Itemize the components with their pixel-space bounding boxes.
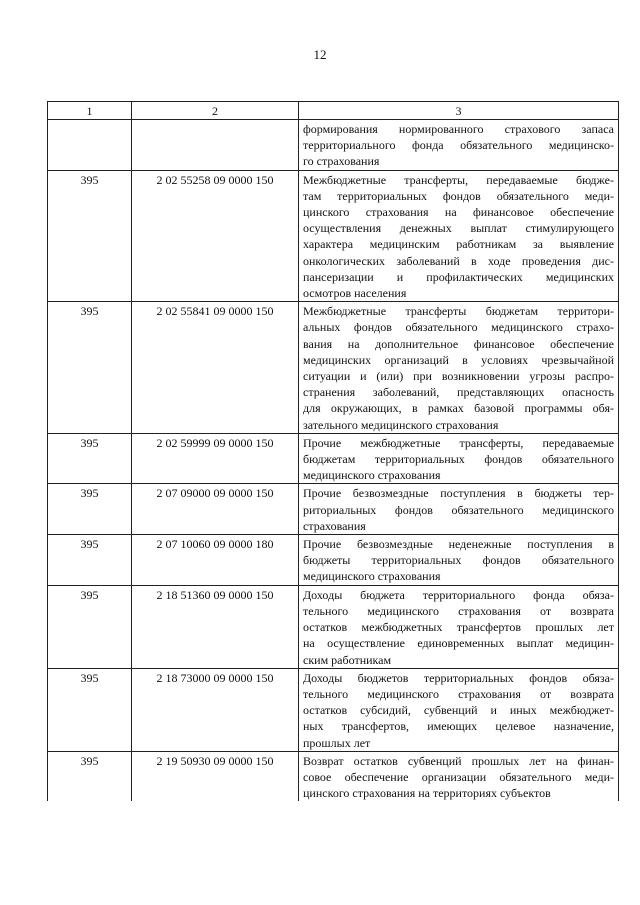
description-line: онкологических заболеваний в ходе проведения дис-: [303, 253, 614, 268]
description-line: цинского страхования на финансовое обеспечение: [303, 205, 614, 220]
description-line: Межбюджетные трансферты, передаваемые бюдже-: [303, 172, 614, 187]
admin-code-cell: 395: [48, 585, 132, 668]
description-line: вания на дополнительное финансовое обеспечение: [303, 336, 614, 351]
income-codes-table: [47, 101, 619, 801]
description-line: медицинского страхования: [303, 468, 441, 483]
table-row: [48, 170, 619, 302]
description-line: медицинского страхования: [303, 569, 441, 584]
column-header-3: 3: [299, 102, 619, 120]
income-code-cell: 2 07 10060 09 0000 180: [132, 535, 299, 586]
description-line: Прочие межбюджетные трансферты, передаваемые: [303, 435, 614, 450]
table-row: [48, 585, 619, 668]
description-line: тельного медицинского страхования от возврата: [303, 686, 614, 701]
admin-code-cell: 395: [48, 484, 132, 535]
table-row: [48, 433, 619, 484]
page-number: 12: [313, 47, 327, 62]
income-code-cell: 2 19 50930 09 0000 150: [132, 751, 299, 801]
table-row: [48, 484, 619, 535]
income-description-cell: [299, 668, 619, 751]
income-code-cell: 2 02 55258 09 0000 150: [132, 170, 299, 302]
income-code-cell: [132, 120, 299, 171]
description-line: ных трансфертов, имеющих целевое назначение,: [303, 719, 614, 734]
table-row: [48, 668, 619, 751]
income-code-cell: 2 07 09000 09 0000 150: [132, 484, 299, 535]
description-line: прошлых лет: [303, 735, 371, 750]
description-line: Доходы бюджета территориального фонда обяза-: [303, 587, 614, 602]
income-description-cell: [299, 484, 619, 535]
description-line: пансеризации и профилактических медицинских: [303, 269, 614, 284]
table-row: [48, 120, 619, 171]
income-description-cell: [299, 433, 619, 484]
description-line: Доходы бюджетов территориальных фондов обяза-: [303, 670, 614, 685]
income-code-cell: 2 02 55841 09 0000 150: [132, 302, 299, 434]
description-line: там территориальных фондов обязательного меди-: [303, 188, 614, 203]
description-line: совое обеспечение организации обязательного меди-: [303, 769, 614, 784]
description-line: тельного медицинского страхования от возврата: [303, 603, 614, 618]
description-line: медицинских организаций в условиях чрезвычайной: [303, 352, 614, 367]
column-header-2: 2: [132, 102, 299, 120]
income-description-cell: [299, 120, 619, 171]
income-description-cell: [299, 535, 619, 586]
admin-code-cell: 395: [48, 433, 132, 484]
table-row: [48, 535, 619, 586]
description-line: осмотров населения: [303, 286, 407, 301]
description-line: цинского страхования на территориях субъектов: [303, 786, 551, 801]
table-row: [48, 751, 619, 801]
income-code-cell: 2 02 59999 09 0000 150: [132, 433, 299, 484]
admin-code-cell: 395: [48, 170, 132, 302]
admin-code-cell: 395: [48, 668, 132, 751]
income-code-cell: 2 18 73000 09 0000 150: [132, 668, 299, 751]
admin-code-cell: 395: [48, 302, 132, 434]
description-line: ситуации и (или) при возникновении угрозы распро-: [303, 369, 614, 384]
description-line: зательного медицинского страхования: [303, 417, 499, 432]
description-line: Прочие безвозмездные неденежные поступления в: [303, 537, 614, 552]
description-line: остатков межбюджетных трансфертов прошлых лет: [303, 620, 614, 635]
description-line: бюджетам территориальных фондов обязательного: [303, 452, 614, 467]
table-row: [48, 302, 619, 434]
admin-code-cell: 395: [48, 751, 132, 801]
income-description-cell: [299, 170, 619, 302]
description-line: формирования нормированного страхового запаса: [303, 122, 614, 136]
description-line: Межбюджетные трансферты бюджетам территори-: [303, 304, 614, 319]
income-code-cell: 2 18 51360 09 0000 150: [132, 585, 299, 668]
description-line: Прочие безвозмездные поступления в бюджеты тер-: [303, 486, 614, 501]
description-line: характера медицинским работникам за выявление: [303, 237, 614, 252]
column-header-1: 1: [48, 102, 132, 120]
description-line: страхования: [303, 518, 366, 533]
description-line: го страхования: [303, 154, 380, 169]
description-line: риториальных фондов обязательного медицинского: [303, 502, 614, 517]
description-line: ским работникам: [303, 652, 392, 667]
income-description-cell: [299, 751, 619, 801]
income-description-cell: [299, 585, 619, 668]
description-line: бюджеты территориальных фондов обязательного: [303, 553, 614, 568]
description-line: Возврат остатков субвенций прошлых лет на финан-: [303, 753, 614, 768]
admin-code-cell: [48, 120, 132, 171]
table-header-row: [48, 102, 619, 120]
description-line: странения заболеваний, представляющих опасность: [303, 385, 614, 400]
description-line: осуществления денежных выплат стимулирующего: [303, 221, 614, 236]
description-line: альных фондов обязательного медицинского страхо-: [303, 320, 614, 335]
description-line: на осуществление единовременных выплат медицин-: [303, 636, 614, 651]
description-line: остатков субсидий, субвенций и иных межбюджет-: [303, 703, 614, 718]
description-line: территориального фонда обязательного медицинско-: [303, 138, 614, 153]
description-line: для окружающих, в рамках базовой программы обя-: [303, 401, 614, 416]
income-description-cell: [299, 302, 619, 434]
admin-code-cell: 395: [48, 535, 132, 586]
